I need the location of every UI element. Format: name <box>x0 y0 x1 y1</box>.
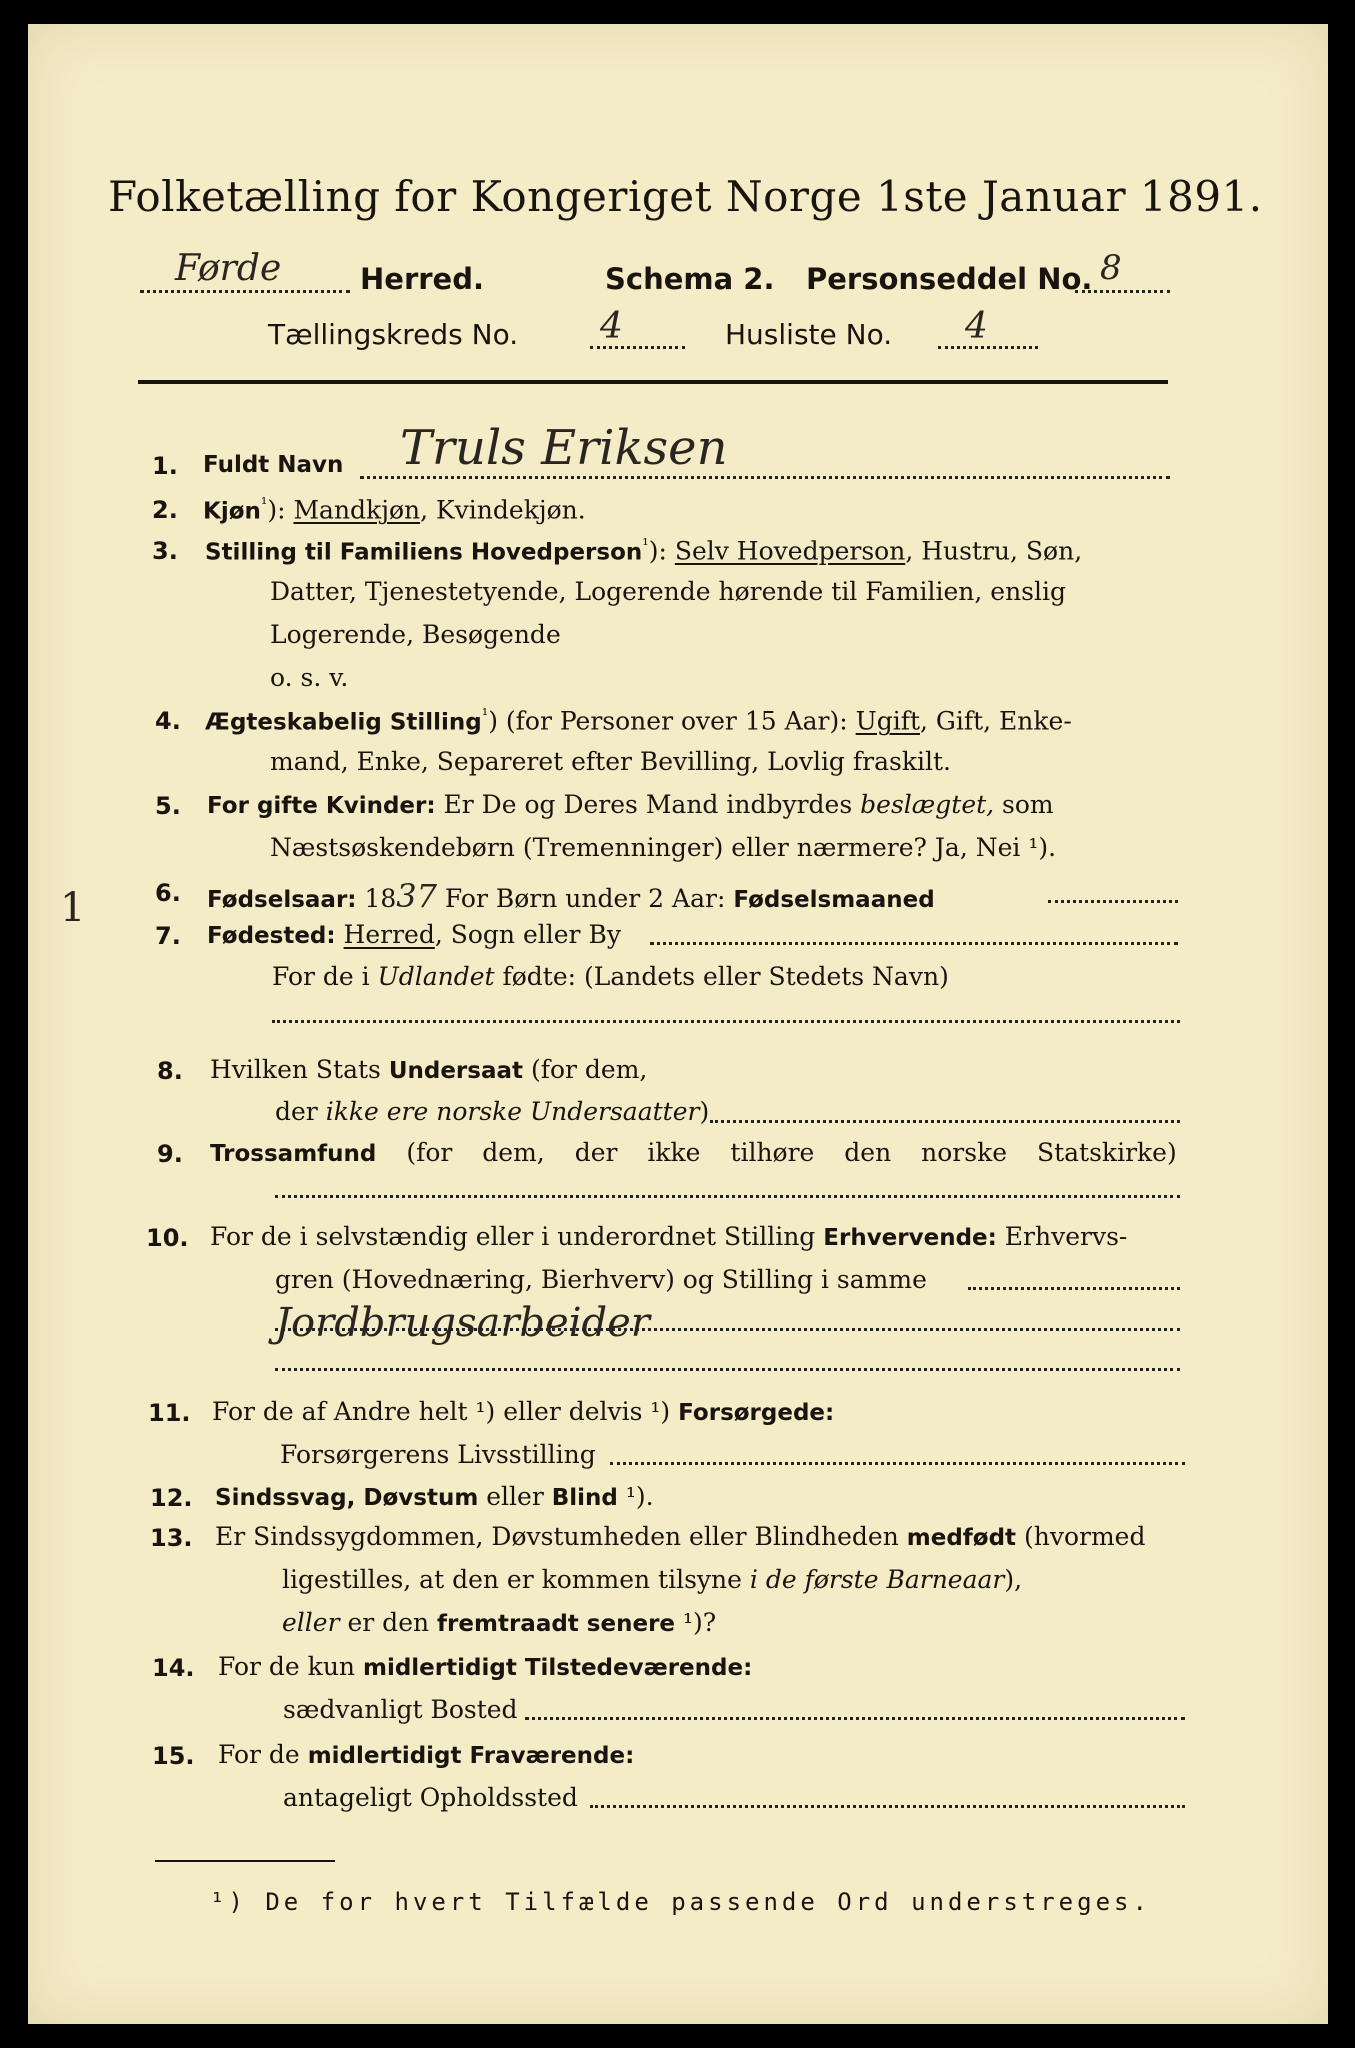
q12-number: 12. <box>150 1484 193 1512</box>
q4-label: Ægteskabelig Stilling <box>205 709 482 736</box>
q4-text-a: ) (for Personer over 15 Aar): <box>488 706 856 736</box>
husliste-dotted-line <box>938 346 1038 349</box>
q10-text-b: Erhvervs- <box>996 1222 1128 1251</box>
q11-line2: Forsørgerens Livsstilling <box>280 1440 596 1469</box>
q8-dotted-line <box>710 1120 1180 1123</box>
q8-text-b: (for dem, <box>523 1055 648 1084</box>
q7-line2-a: For de i <box>272 962 378 991</box>
q10-value: Jordbrugsarbeider <box>275 1300 650 1346</box>
q15-line2: antageligt Opholdssted <box>283 1783 578 1812</box>
q11-text-a: For de af Andre helt ¹) eller delvis ¹) <box>212 1397 679 1426</box>
q5-label-a: For <box>207 793 257 819</box>
q9-answer-line <box>275 1195 1180 1198</box>
q10-answer-line-1 <box>275 1328 1180 1331</box>
q12-text: eller <box>478 1482 552 1511</box>
herred-value: Førde <box>175 248 282 289</box>
husliste-value: 4 <box>965 306 988 347</box>
q12-label-a: Sindssvag, Døvstum <box>215 1485 479 1511</box>
q14-number: 14. <box>152 1654 195 1682</box>
q7-number: 7. <box>155 922 181 950</box>
personseddel-label: Personseddel No. <box>806 262 1093 296</box>
footnote: ¹) De for hvert Tilfælde passende Ord understreges. <box>210 1888 1151 1916</box>
q4-line2: mand, Enke, Separeret efter Bevilling, Lovlig fraskilt. <box>270 747 951 776</box>
q12-sup: ¹). <box>617 1482 654 1511</box>
q9-label: Trossamfund <box>210 1141 377 1167</box>
q8-line2-italic: ikke ere norske Undersaatter <box>325 1097 700 1126</box>
q15-text-a: For de <box>218 1740 308 1769</box>
q13-line3-italic: eller <box>282 1608 340 1637</box>
q15-number: 15. <box>152 1742 195 1770</box>
q3-number: 3. <box>152 537 178 565</box>
q13-line2-a: ligestilles, at den er kommen tilsyne <box>282 1565 750 1594</box>
q7-dotted-line <box>650 942 1178 945</box>
q10-text-a: For de i selvstændig eller i underordnet Stilling <box>210 1222 824 1251</box>
q3-line4: o. s. v. <box>270 663 349 692</box>
q11-number: 11. <box>148 1399 191 1427</box>
q1-label: Fuldt Navn <box>203 452 344 478</box>
q13-text-a: Er Sindssygdommen, Døvstumheden eller Blindheden <box>215 1522 907 1551</box>
q10-answer-line-2 <box>275 1368 1180 1371</box>
form-title: Folketælling for Kongeriget Norge 1ste Januar 1891. <box>108 172 1263 221</box>
q11-dotted-line <box>610 1462 1185 1465</box>
q14-dotted-line <box>525 1717 1185 1720</box>
footnote-rule <box>155 1860 335 1862</box>
personseddel-value: 8 <box>1100 248 1122 288</box>
q10-number: 10. <box>146 1224 189 1252</box>
q7-line2-italic: Udlandet <box>377 962 495 991</box>
q13-line3-b: ¹)? <box>675 1608 717 1637</box>
q14-label: midlertidigt Tilstedeværende: <box>362 1655 753 1681</box>
q5-text-b: som <box>994 790 1054 819</box>
herred-label: Herred. <box>360 262 484 296</box>
q10-label: Erhvervende: <box>823 1225 997 1251</box>
herred-dotted-line <box>140 290 350 293</box>
husliste-label: Husliste No. <box>725 318 893 351</box>
q5-line2: Næstsøskendebørn (Tremenninger) eller nærmere? Ja, Nei ¹). <box>270 833 1057 862</box>
tellingskreds-label: Tællingskreds No. <box>268 318 519 351</box>
q13-line3-label: fremtraadt senere <box>437 1611 676 1637</box>
header-rule <box>138 380 1168 384</box>
q8-number: 8. <box>157 1057 183 1085</box>
q3-text-a: ): <box>648 536 675 566</box>
q6-label2: Fødselsmaaned <box>733 887 935 913</box>
q8-label: Undersaat <box>388 1058 523 1084</box>
q7-text-b: , Sogn eller By <box>434 920 621 949</box>
q15-dotted-line <box>590 1805 1185 1808</box>
q2-selected-option: Mandkjøn <box>293 495 421 525</box>
q9-text: (for dem, der ikke tilhøre den norske Statskirke) <box>376 1138 1177 1167</box>
q6-prefix: 18 <box>356 884 397 913</box>
q1-number: 1. <box>152 452 178 480</box>
q2-text-a: ): <box>267 495 294 525</box>
q7-label: Fødested: <box>207 923 336 949</box>
q11-label: Forsørgede: <box>678 1400 835 1426</box>
q4-text-b: , Gift, Enke- <box>920 706 1072 736</box>
margin-mark: 1 <box>60 885 86 931</box>
q15-label: midlertidigt Fraværende: <box>307 1743 635 1769</box>
q5-text-a: Er De og Deres Mand indbyrdes <box>435 790 861 819</box>
q5-text-italic: beslægtet, <box>860 790 995 819</box>
q2-label: Kjøn <box>203 498 261 525</box>
q13-label: medfødt <box>906 1525 1017 1551</box>
q3-label: Stilling til Familiens Hovedperson <box>205 539 643 566</box>
q13-line3-a: er den <box>339 1608 438 1637</box>
q14-line2: sædvanligt Bosted <box>283 1695 518 1724</box>
q13-line2-b: ), <box>1004 1565 1023 1594</box>
q7-answer-line <box>272 1020 1180 1023</box>
q13-text-b: (hvormed <box>1016 1522 1146 1551</box>
q5-label-b: gifte Kvinder: <box>256 793 436 819</box>
q10-line2: gren (Hovednæring, Bierhverv) og Stilling i samme <box>275 1265 927 1294</box>
q6-value: 37 <box>396 877 437 915</box>
q6-number: 6. <box>155 879 181 907</box>
q9-number: 9. <box>157 1140 183 1168</box>
q1-dotted-line <box>360 476 1170 479</box>
q10-dotted-line <box>968 1287 1180 1290</box>
q6-text-a: For Børn under 2 Aar: <box>436 884 734 913</box>
q13-number: 13. <box>150 1524 193 1552</box>
q3-line2: Datter, Tjenestetyende, Logerende hørende til Familien, enslig <box>270 577 1067 606</box>
q4-selected-option: Ugift <box>855 706 920 736</box>
q6-label: Fødselsaar: <box>207 887 357 913</box>
q12-label-b: Blind <box>551 1485 618 1511</box>
q7-line2-b: fødte: (Landets eller Stedets Navn) <box>494 962 949 991</box>
q7-line2 <box>272 962 949 991</box>
q8-line2-b: ) <box>699 1097 710 1126</box>
q14-text-a: For de kun <box>218 1652 363 1681</box>
q3-sup: ¹ <box>642 535 649 554</box>
q2-number: 2. <box>152 496 178 524</box>
q13-line3 <box>282 1608 716 1637</box>
tellingskreds-value: 4 <box>600 306 623 347</box>
q8-line2 <box>275 1097 709 1126</box>
census-form-sheet <box>28 24 1328 2024</box>
q13-line2 <box>282 1565 1022 1594</box>
q1-value: Truls Eriksen <box>400 420 728 476</box>
q3-selected-option: Selv Hovedperson <box>674 536 906 566</box>
q6-dotted-line <box>1048 900 1178 903</box>
q13-line2-italic: i de første Barneaar <box>749 1565 1005 1594</box>
schema-label: Schema 2. <box>605 262 775 296</box>
q2-sup: ¹ <box>260 494 268 513</box>
q7-selected-option: Herred <box>343 920 435 949</box>
q8-line2-a: der <box>275 1097 326 1126</box>
q8-text-a: Hvilken Stats <box>210 1055 389 1084</box>
q5-number: 5. <box>155 792 181 820</box>
personseddel-dotted-line <box>1075 290 1170 293</box>
q3-text-b: , Hustru, Søn, <box>905 536 1083 566</box>
q3-line3: Logerende, Besøgende <box>270 620 561 649</box>
q4-sup: ¹ <box>481 705 489 724</box>
q4-number: 4. <box>155 707 181 735</box>
q2-text-b: , Kvindekjøn. <box>420 495 586 525</box>
